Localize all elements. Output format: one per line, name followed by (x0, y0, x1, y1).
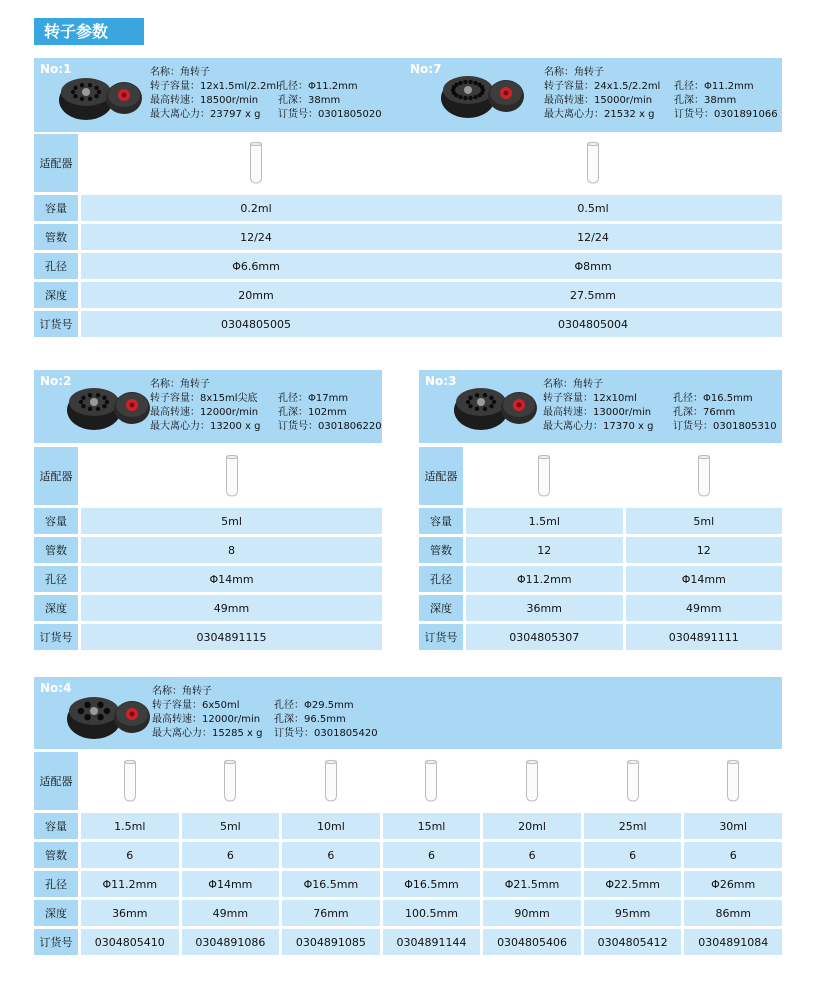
row-label-tubes: 管数 (419, 537, 463, 563)
rotor-header-no4 (34, 677, 782, 749)
spec-capacity: 转子容量：8x15ml尖底 (150, 393, 258, 404)
cell-depth: 36mm (466, 595, 623, 621)
row-label-capacity: 容量 (34, 195, 78, 221)
rotor-specs (34, 685, 782, 749)
cell-depth: 100.5mm (383, 900, 481, 926)
rotor-number: No:7 (410, 62, 442, 76)
spec-depth: 孔深：38mm (674, 95, 737, 106)
cell-depth: 95mm (584, 900, 682, 926)
spec-order: 订货号：0301805420 (274, 728, 378, 739)
adapter-cell (684, 752, 782, 810)
cell-tubes: 6 (584, 842, 682, 868)
spec-max-speed: 最高转速：12000r/min (150, 407, 259, 418)
row-label-bore: 孔径 (34, 566, 78, 592)
cell-capacity: 5ml (626, 508, 783, 534)
tube-icon (586, 141, 600, 185)
cell-capacity: 15ml (383, 813, 481, 839)
spec-depth: 孔深：102mm (278, 407, 347, 418)
rotor-specs (34, 66, 431, 132)
row-label-adapter: 适配器 (34, 752, 78, 810)
cell-tubes: 6 (182, 842, 280, 868)
cell-bore: Φ26mm (684, 871, 782, 897)
cell-bore: Φ16.5mm (383, 871, 481, 897)
cell-bore: Φ14mm (81, 566, 382, 592)
spec-bore: 孔径：Φ29.5mm (274, 700, 354, 711)
cell-tubes: 12/24 (81, 224, 431, 250)
rotor-specs (419, 378, 782, 443)
spec-bore: 孔径：Φ11.2mm (278, 81, 358, 92)
cell-depth: 76mm (282, 900, 380, 926)
tube-icon (626, 759, 640, 803)
adapter-cell (282, 752, 380, 810)
adapter-cell (626, 447, 783, 505)
cell-order: 0304891085 (282, 929, 380, 955)
cell-depth: 86mm (684, 900, 782, 926)
cell-bore: Φ14mm (182, 871, 280, 897)
row-label-capacity: 容量 (419, 508, 463, 534)
spec-max-force: 最大离心力：13200 x g (150, 421, 261, 432)
adapter-cell (81, 134, 431, 192)
adapter-cell (81, 752, 179, 810)
cell-depth: 90mm (483, 900, 581, 926)
cell-order: 0304805412 (584, 929, 682, 955)
row-label-bore: 孔径 (34, 253, 78, 279)
spec-bore: 孔径：Φ11.2mm (674, 81, 754, 92)
row-label-bore: 孔径 (419, 566, 463, 592)
cell-tubes: 12 (626, 537, 783, 563)
spec-max-force: 最大离心力：15285 x g (152, 728, 263, 739)
cell-order: 0304891084 (684, 929, 782, 955)
cell-capacity: 0.2ml (81, 195, 431, 221)
tube-icon (525, 759, 539, 803)
row-label-order: 订货号 (34, 624, 78, 650)
row-label-tubes: 管数 (34, 224, 78, 250)
cell-order: 0304891144 (383, 929, 481, 955)
spec-name: 名称：角转子 (150, 67, 210, 78)
spec-depth: 孔深：76mm (673, 407, 736, 418)
spec-name: 名称：角转子 (150, 379, 210, 390)
spec-bore: 孔径：Φ16.5mm (673, 393, 753, 404)
spec-order: 订货号：0301806220 (278, 421, 382, 432)
cell-capacity: 1.5ml (466, 508, 623, 534)
section-title: 转子参数 (34, 18, 144, 45)
row-label-order: 订货号 (34, 311, 78, 337)
cell-bore: Φ21.5mm (483, 871, 581, 897)
tube-icon (697, 454, 711, 498)
cell-capacity: 30ml (684, 813, 782, 839)
spec-max-speed: 最高转速：13000r/min (543, 407, 652, 418)
cell-tubes: 12 (466, 537, 623, 563)
row-label-order: 订货号 (34, 929, 78, 955)
tube-icon (223, 759, 237, 803)
spec-order: 订货号：0301805020 (278, 109, 382, 120)
adapter-cell (404, 134, 782, 192)
cell-bore: Φ22.5mm (584, 871, 682, 897)
cell-order: 0304805307 (466, 624, 623, 650)
cell-capacity: 5ml (81, 508, 382, 534)
spec-max-force: 最大离心力：17370 x g (543, 421, 654, 432)
spec-depth: 孔深：96.5mm (274, 714, 346, 725)
tube-icon (225, 454, 239, 498)
adapter-cell (483, 752, 581, 810)
cell-tubes: 6 (684, 842, 782, 868)
rotor-number: No:3 (425, 374, 457, 388)
cell-tubes: 6 (81, 842, 179, 868)
cell-capacity: 0.5ml (404, 195, 782, 221)
adapter-cell (182, 752, 280, 810)
cell-tubes: 6 (383, 842, 481, 868)
cell-depth: 49mm (81, 595, 382, 621)
spec-bore: 孔径：Φ17mm (278, 393, 349, 404)
spec-max-force: 最大离心力：21532 x g (544, 109, 655, 120)
row-label-capacity: 容量 (34, 508, 78, 534)
cell-bore: Φ14mm (626, 566, 783, 592)
cell-bore: Φ8mm (404, 253, 782, 279)
cell-depth: 27.5mm (404, 282, 782, 308)
rotor-number: No:4 (40, 681, 72, 695)
cell-capacity: 10ml (282, 813, 380, 839)
row-label-depth: 深度 (34, 595, 78, 621)
rotor-header-no1 (34, 58, 431, 132)
cell-bore: Φ6.6mm (81, 253, 431, 279)
cell-order: 0304805005 (81, 311, 431, 337)
spec-max-speed: 最高转速：12000r/min (152, 714, 261, 725)
spec-name: 名称：角转子 (543, 379, 603, 390)
spec-max-speed: 最高转速：18500r/min (150, 95, 259, 106)
row-label-adapter: 适配器 (34, 134, 78, 192)
row-label-tubes: 管数 (34, 537, 78, 563)
cell-depth: 20mm (81, 282, 431, 308)
cell-capacity: 1.5ml (81, 813, 179, 839)
cell-bore: Φ11.2mm (466, 566, 623, 592)
adapter-cell (584, 752, 682, 810)
rotor-specs (34, 378, 382, 443)
cell-tubes: 6 (282, 842, 380, 868)
spec-order: 订货号：0301891066 (674, 109, 778, 120)
spec-max-force: 最大离心力：23797 x g (150, 109, 261, 120)
row-label-capacity: 容量 (34, 813, 78, 839)
tube-icon (726, 759, 740, 803)
spec-name: 名称：角转子 (152, 686, 212, 697)
row-label-adapter: 适配器 (419, 447, 463, 505)
tube-icon (537, 454, 551, 498)
row-label-adapter: 适配器 (34, 447, 78, 505)
cell-capacity: 5ml (182, 813, 280, 839)
row-label-depth: 深度 (34, 900, 78, 926)
cell-depth: 49mm (182, 900, 280, 926)
rotor-specs (404, 66, 782, 132)
row-label-tubes: 管数 (34, 842, 78, 868)
cell-tubes: 12/24 (404, 224, 782, 250)
row-label-order: 订货号 (419, 624, 463, 650)
spec-order: 订货号：0301805310 (673, 421, 777, 432)
rotor-number: No:1 (40, 62, 72, 76)
adapter-cell (466, 447, 623, 505)
tube-icon (424, 759, 438, 803)
rotor-header-no2 (34, 370, 382, 443)
cell-order: 0304891086 (182, 929, 280, 955)
rotor-header-no7 (404, 58, 782, 132)
cell-tubes: 8 (81, 537, 382, 563)
spec-depth: 孔深：38mm (278, 95, 341, 106)
cell-capacity: 25ml (584, 813, 682, 839)
cell-order: 0304805004 (404, 311, 782, 337)
tube-icon (123, 759, 137, 803)
spec-capacity: 转子容量：6x50ml (152, 700, 240, 711)
cell-bore: Φ11.2mm (81, 871, 179, 897)
cell-order: 0304891115 (81, 624, 382, 650)
cell-bore: Φ16.5mm (282, 871, 380, 897)
adapter-cell (383, 752, 481, 810)
spec-capacity: 转子容量：24x1.5/2.2ml (544, 81, 661, 92)
adapter-cell (81, 447, 382, 505)
spec-capacity: 转子容量：12x10ml (543, 393, 637, 404)
spec-max-speed: 最高转速：15000r/min (544, 95, 653, 106)
cell-depth: 49mm (626, 595, 783, 621)
spec-capacity: 转子容量：12x1.5ml/2.2ml (150, 81, 279, 92)
cell-depth: 36mm (81, 900, 179, 926)
cell-order: 0304805406 (483, 929, 581, 955)
rotor-header-no3 (419, 370, 782, 443)
cell-tubes: 6 (483, 842, 581, 868)
rotor-number: No:2 (40, 374, 72, 388)
row-label-bore: 孔径 (34, 871, 78, 897)
tube-icon (249, 141, 263, 185)
spec-name: 名称：角转子 (544, 67, 604, 78)
row-label-depth: 深度 (419, 595, 463, 621)
cell-order: 0304805410 (81, 929, 179, 955)
tube-icon (324, 759, 338, 803)
cell-capacity: 20ml (483, 813, 581, 839)
row-label-depth: 深度 (34, 282, 78, 308)
cell-order: 0304891111 (626, 624, 783, 650)
